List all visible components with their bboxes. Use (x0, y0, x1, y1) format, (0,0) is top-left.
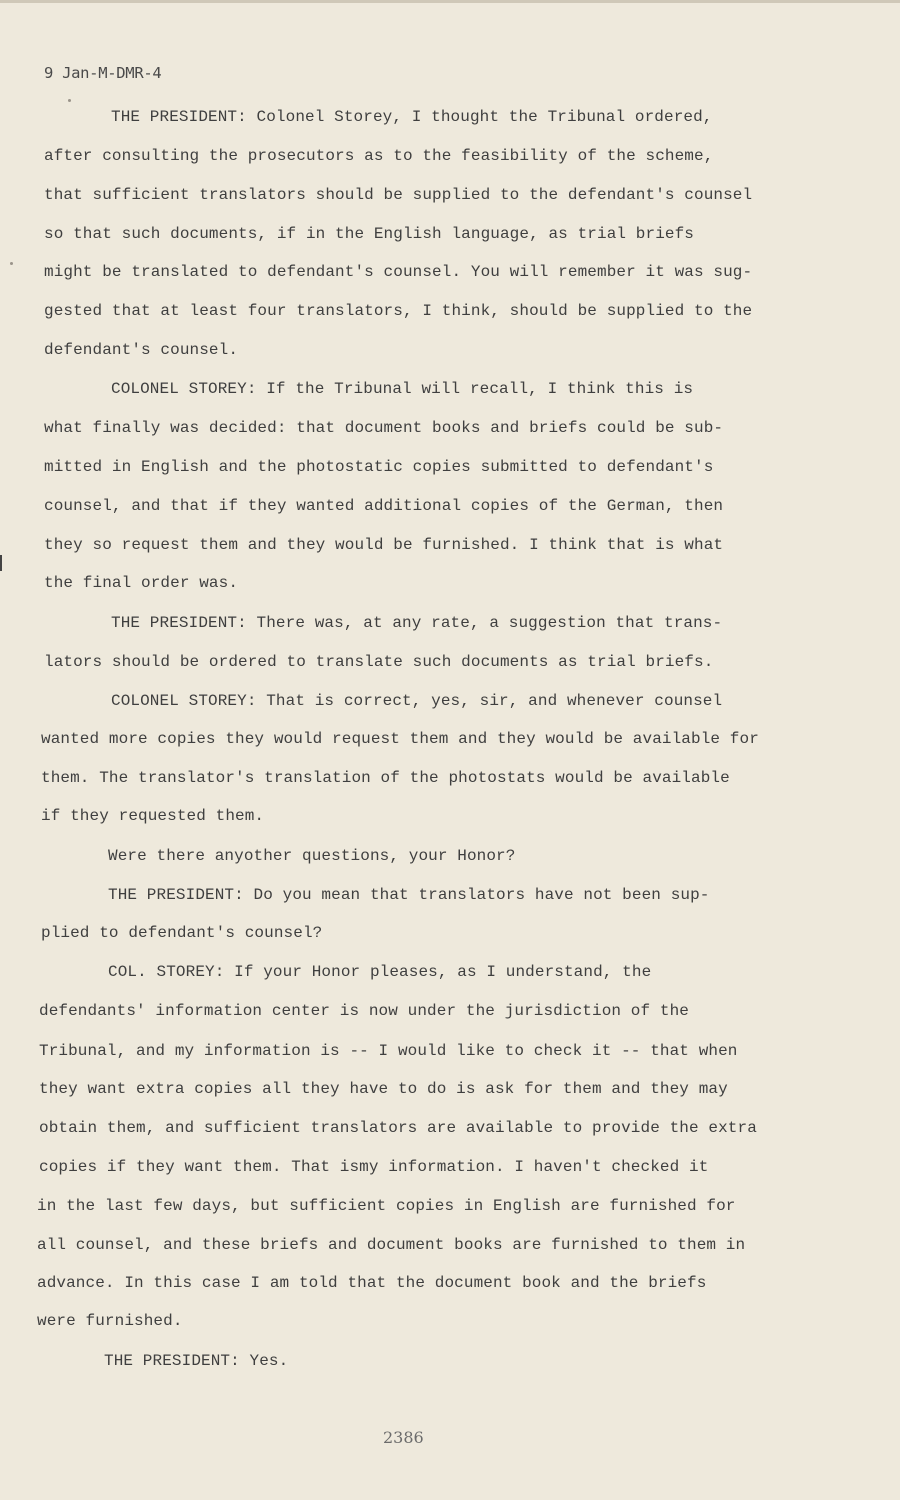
transcript-line: in the last few days, but sufficient copies in English are furnished for (37, 1197, 736, 1215)
transcript-line: what finally was decided: that document books and briefs could be sub- (44, 419, 724, 437)
transcript-line: COL. STOREY: If your Honor pleases, as I understand, the (108, 963, 652, 981)
transcript-line: defendants' information center is now under the jurisdiction of the (39, 1002, 690, 1020)
transcript-line: obtain them, and sufficient translators are available to provide the extra (39, 1119, 757, 1137)
transcript-line: they want extra copies all they have to do is ask for them and they may (39, 1080, 728, 1098)
transcript-line: advance. In this case I am told that the document book and the briefs (37, 1274, 707, 1292)
transcript-line: if they requested them. (41, 807, 265, 825)
transcript-line: they so request them and they would be furnished. I think that is what (44, 536, 724, 554)
transcript-line: them. The translator's translation of the photostats would be available (41, 769, 730, 787)
transcript-line: all counsel, and these briefs and document books are furnished to them in (37, 1236, 746, 1254)
paper-speck (10, 262, 13, 265)
transcript-line: lators should be ordered to translate such documents as trial briefs. (44, 653, 714, 671)
transcript-line: THE PRESIDENT: There was, at any rate, a suggestion that trans- (111, 614, 723, 632)
margin-mark (0, 555, 2, 571)
transcript-line: COLONEL STOREY: If the Tribunal will recall, I think this is (111, 380, 694, 398)
transcript-line: that sufficient translators should be supplied to the defendant's counsel (44, 186, 753, 204)
transcript-line: plied to defendant's counsel? (41, 924, 323, 942)
transcript-line: wanted more copies they would request them and they would be available for (41, 730, 759, 748)
transcript-line: mitted in English and the photostatic copies submitted to defendant's (44, 458, 714, 476)
transcript-line: copies if they want them. That ismy information. I haven't checked it (39, 1158, 709, 1176)
page-number: 2386 (383, 1428, 424, 1447)
paper-speck (68, 99, 71, 102)
transcript-line: THE PRESIDENT: Do you mean that translators have not been sup- (108, 886, 710, 904)
transcript-line: so that such documents, if in the English language, as trial briefs (44, 225, 695, 243)
transcript-line: counsel, and that if they wanted additional copies of the German, then (44, 497, 724, 515)
transcript-line: gested that at least four translators, I think, should be supplied to the (44, 302, 753, 320)
transcript-line: Tribunal, and my information is -- I would like to check it -- that when (39, 1042, 738, 1060)
transcript-line: after consulting the prosecutors as to the feasibility of the scheme, (44, 147, 714, 165)
transcript-line: the final order was. (44, 574, 239, 592)
transcript-line: COLONEL STOREY: That is correct, yes, sir, and whenever counsel (111, 692, 723, 710)
document-header: 9 Jan-M-DMR-4 (44, 64, 162, 82)
transcript-line: were furnished. (37, 1312, 183, 1330)
transcript-line: THE PRESIDENT: Colonel Storey, I thought the Tribunal ordered, (111, 108, 713, 126)
transcript-line: Were there anyother questions, your Honor? (108, 847, 516, 865)
page-top-edge (0, 0, 900, 3)
transcript-line: THE PRESIDENT: Yes. (104, 1352, 289, 1370)
transcript-line: might be translated to defendant's counsel. You will remember it was sug- (44, 263, 753, 281)
transcript-line: defendant's counsel. (44, 341, 239, 359)
